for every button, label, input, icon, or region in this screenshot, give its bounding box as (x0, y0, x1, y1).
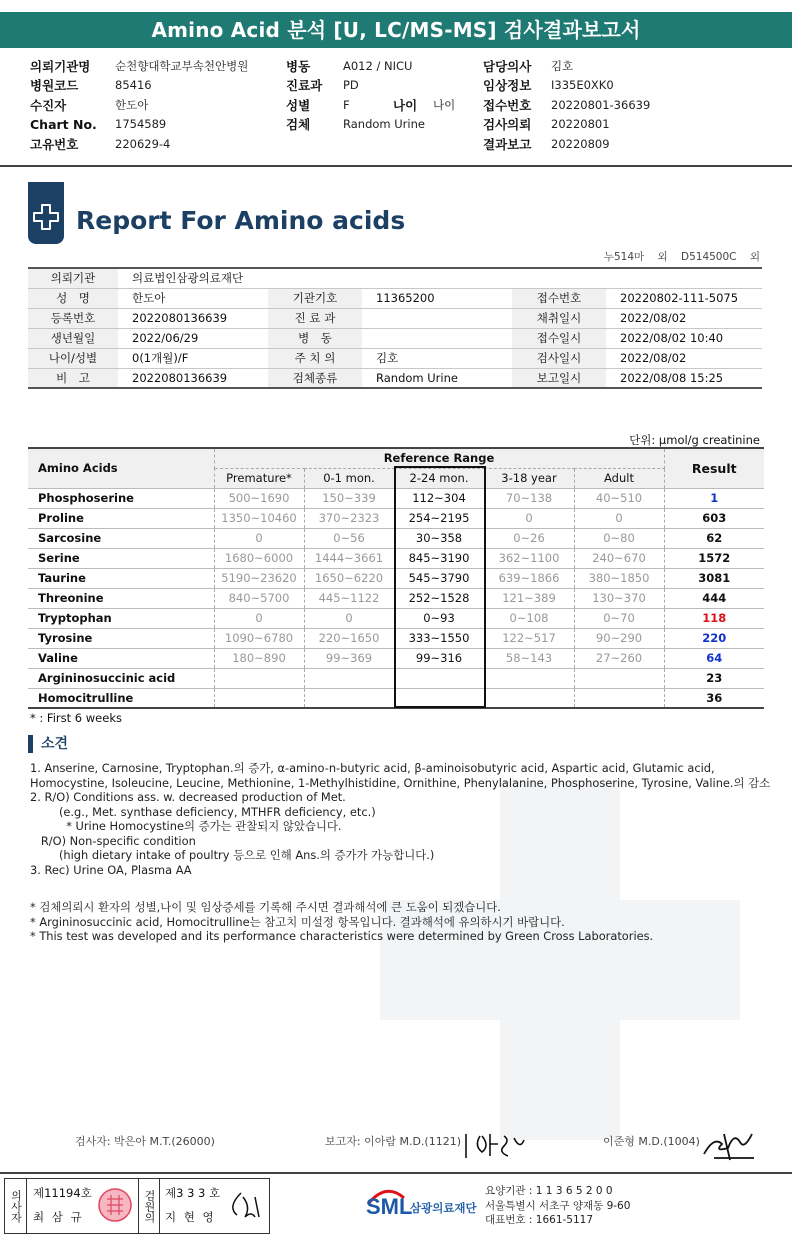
reference-range-cell: 180~890 (214, 648, 304, 668)
result-value: 118 (664, 608, 764, 628)
lab-info (485, 1184, 630, 1228)
sml-logo-text: SML (366, 1194, 413, 1219)
reference-range-cell: 370~2323 (304, 508, 394, 528)
amino-acid-name: Sarcosine (28, 528, 214, 548)
reference-range-cell (484, 688, 574, 708)
info-label: 나이/성별 (28, 348, 118, 368)
amino-acid-row (28, 548, 764, 568)
amino-acid-row (28, 628, 764, 648)
reference-range-cell: 99~316 (394, 648, 484, 668)
info-label: 채취일시 (512, 308, 606, 328)
reference-range-cell: 0~26 (484, 528, 574, 548)
findings-line: (high dietary intake of poultry 등으로 인해 Ans.의 증가가 가능합니다.) (30, 848, 435, 862)
reference-range-cell: 220~1650 (304, 628, 394, 648)
info-value: 20220802-111-5075 (606, 288, 762, 308)
value-clinical-info: I335E0XK0 (551, 78, 614, 93)
label-department: 진료과 (286, 78, 323, 94)
amino-acid-table (28, 447, 764, 709)
table-footnote: * : First 6 weeks (30, 711, 122, 725)
value-report-date: 20220809 (551, 136, 610, 151)
reference-range-cell: 1680~6000 (214, 548, 304, 568)
info-row (28, 368, 762, 388)
reference-range-cell (304, 688, 394, 708)
reference-range-cell: 380~1850 (574, 568, 664, 588)
info-label: 검사일시 (512, 348, 606, 368)
header-3-18-year: 3-18 year (484, 468, 574, 488)
reference-range-cell: 0 (214, 528, 304, 548)
report-title-bar: Amino Acid 분석 [U, LC/MS-MS] 검사결과보고서 (0, 12, 792, 48)
reference-range-cell: 0~93 (394, 608, 484, 628)
lab-code: 요양기관 : 1 1 3 6 5 2 0 0 (485, 1185, 613, 1197)
lab-address: 서울특별시 서초구 양재동 9-60 (485, 1199, 631, 1212)
reference-range-cell: 99~369 (304, 648, 394, 668)
result-value: 444 (664, 588, 764, 608)
header-divider (0, 165, 792, 167)
result-value: 23 (664, 668, 764, 688)
info-label: 등록번호 (28, 308, 118, 328)
amino-acid-name: Taurine (28, 568, 214, 588)
info-value: Random Urine (362, 368, 512, 388)
note-line: * Argininosuccinic acid, Homocitrulline는 참고치 미설정 항목입니다. 결과해석에 유의하시기 바랍니다. (30, 914, 565, 929)
reference-range-cell: 333~1550 (394, 628, 484, 648)
reference-range-cell (574, 668, 664, 688)
amino-acid-row (28, 608, 764, 628)
findings-line: * Urine Homocystine의 증가는 관찰되지 않았습니다. (30, 819, 342, 833)
label-institution: 의뢰기관명 (30, 58, 91, 74)
reference-range-cell: 1090~6780 (214, 628, 304, 648)
certification-stamp-box (4, 1178, 270, 1234)
info-value: 2022/06/29 (118, 328, 268, 348)
page-reference: 누514마 외 D514500C 외 (603, 251, 760, 263)
info-row (28, 288, 762, 308)
result-value: 36 (664, 688, 764, 708)
result-value: 62 (664, 528, 764, 548)
note-line: * 검체의뢰시 환자의 성별,나이 및 임상증세를 기록해 주시면 결과해석에 큰 도움이 되겠습니다. (30, 900, 501, 914)
reference-range-cell: 0~70 (574, 608, 664, 628)
info-label: 주 치 의 (268, 348, 362, 368)
info-label: 보고일시 (512, 368, 606, 388)
header-reference-range: Reference Range (214, 448, 664, 468)
findings-line: 3. Rec) Urine OA, Plasma AA (30, 862, 192, 877)
seal-stamp-icon (97, 1187, 133, 1223)
reference-range-cell: 500~1690 (214, 488, 304, 508)
info-value: 11365200 (362, 288, 512, 308)
value-age: 나이 (433, 97, 456, 112)
reference-range-cell: 40~510 (574, 488, 664, 508)
sml-logo-icon (366, 1184, 486, 1224)
value-sex: F (343, 97, 350, 112)
info-value: 2022080136639 (118, 308, 268, 328)
info-label: 검체종류 (268, 368, 362, 388)
value-chart-no: 1754589 (115, 117, 167, 132)
label-receipt-no: 접수번호 (483, 97, 532, 113)
reference-range-cell: 0 (484, 508, 574, 528)
report-heading: Report For Amino acids (76, 206, 406, 235)
value-hospital-code: 85416 (115, 78, 152, 93)
value-doctor: 김호 (551, 58, 574, 73)
notes-text (30, 900, 653, 944)
header-col-1 (30, 56, 248, 154)
doctor-license-no: 제11194호 (33, 1186, 92, 1200)
findings-line: 2. R/O) Conditions ass. w. decreased production of Met. (30, 790, 346, 804)
info-value: 2022/08/02 10:40 (606, 328, 762, 348)
info-row (28, 308, 762, 328)
amino-acid-name: Argininosuccinic acid (28, 668, 214, 688)
value-specimen: Random Urine (343, 117, 425, 132)
amino-acid-name: Homocitrulline (28, 688, 214, 708)
amino-acid-row (28, 588, 764, 608)
label-ward: 병동 (286, 58, 311, 74)
reference-range-cell: 445~1122 (304, 588, 394, 608)
lab-name: 삼광의료재단 (410, 1201, 477, 1215)
note-line: * This test was developed and its performance characteristics were determined by Green Cross Laboratories. (30, 929, 654, 943)
info-value: 2022/08/08 15:25 (606, 368, 762, 388)
value-institution: 순천향대학교부속천안병원 (115, 58, 249, 73)
amino-acid-name: Proline (28, 508, 214, 528)
amino-acid-row (28, 528, 764, 548)
result-value: 1 (664, 488, 764, 508)
amino-acid-name: Tryptophan (28, 608, 214, 628)
value-patient: 한도아 (115, 97, 149, 112)
label-unique-no: 고유번호 (30, 136, 79, 152)
header-col-2 (286, 56, 455, 134)
value-receipt-no: 20220801-36639 (551, 97, 651, 112)
amino-acid-name: Tyrosine (28, 628, 214, 648)
header-0-1-mon: 0-1 mon. (304, 468, 394, 488)
result-value: 1572 (664, 548, 764, 568)
header-adult: Adult (574, 468, 664, 488)
amino-acid-row (28, 688, 764, 708)
reference-range-cell (394, 688, 484, 708)
info-label: 접수번호 (512, 288, 606, 308)
findings-line: 1. Anserine, Carnosine, Tryptophan.의 증가, α-amino-n-butyric acid, β-aminoisobutyric acid, Aspartic acid, Glutamic acid, (30, 761, 715, 775)
reference-range-cell: 1350~10460 (214, 508, 304, 528)
result-value: 64 (664, 648, 764, 668)
info-value (362, 308, 512, 328)
reference-range-cell: 122~517 (484, 628, 574, 648)
reference-range-cell (574, 688, 664, 708)
info-value: 0(1개월)/F (118, 348, 268, 368)
findings-text (30, 761, 770, 877)
info-value: 김호 (362, 348, 512, 368)
reviewer-handwritten-signature (700, 1128, 762, 1162)
reference-range-cell: 70~138 (484, 488, 574, 508)
label-request-date: 검사의뢰 (483, 117, 532, 133)
doctor-name: 최 삼 규 (33, 1210, 84, 1224)
reference-range-cell: 0~108 (484, 608, 574, 628)
info-label: 병 동 (268, 328, 362, 348)
value-unique-no: 220629-4 (115, 136, 171, 151)
reference-range-cell: 27~260 (574, 648, 664, 668)
value-request-date: 20220801 (551, 117, 610, 132)
reference-range-cell: 845~3190 (394, 548, 484, 568)
label-chart-no: Chart No. (30, 116, 97, 132)
reference-range-cell (214, 668, 304, 688)
label-sex: 성별 (286, 97, 311, 113)
reference-range-cell: 252~1528 (394, 588, 484, 608)
amino-acid-row (28, 488, 764, 508)
info-row (28, 268, 762, 288)
result-value: 220 (664, 628, 764, 648)
info-value: 2022/08/02 (606, 348, 762, 368)
unit-label: 단위: μmol/g creatinine (629, 433, 760, 447)
examiner-license-no: 제3 3 3 호 (165, 1186, 221, 1200)
info-label: 진 료 과 (268, 308, 362, 328)
report-logo (28, 182, 64, 244)
info-value: 한도아 (118, 288, 268, 308)
footer-divider (0, 1172, 792, 1174)
reference-range-cell (304, 668, 394, 688)
reference-range-cell: 30~358 (394, 528, 484, 548)
info-label: 기관기호 (268, 288, 362, 308)
reference-range-cell (214, 688, 304, 708)
header-amino-acids: Amino Acids (28, 448, 214, 488)
reference-range-cell: 639~1866 (484, 568, 574, 588)
reference-range-cell: 545~3790 (394, 568, 484, 588)
label-doctor: 담당의사 (483, 58, 532, 74)
reference-range-cell: 58~143 (484, 648, 574, 668)
amino-acid-row (28, 668, 764, 688)
label-hospital-code: 병원코드 (30, 78, 79, 94)
reference-range-cell: 840~5700 (214, 588, 304, 608)
lab-phone: 대표번호 : 1661-5117 (485, 1214, 594, 1226)
findings-heading: 소견 (28, 735, 68, 753)
reference-range-cell: 5190~23620 (214, 568, 304, 588)
reference-range-cell: 0 (304, 608, 394, 628)
amino-acid-row (28, 508, 764, 528)
amino-acid-row (28, 648, 764, 668)
result-value: 3081 (664, 568, 764, 588)
reference-range-cell: 150~339 (304, 488, 394, 508)
label-age: 나이 (393, 97, 418, 113)
info-value: 의료법인삼광의료재단 (118, 268, 762, 288)
reference-range-cell: 0 (214, 608, 304, 628)
reference-range-cell: 1444~3661 (304, 548, 394, 568)
info-value: 2022080136639 (118, 368, 268, 388)
findings-line: R/O) Non-specific condition (30, 833, 196, 848)
reviewer-signature: 이준형 M.D.(1004) (603, 1135, 700, 1148)
reference-range-cell: 0 (574, 508, 664, 528)
label-patient: 수진자 (30, 97, 67, 113)
info-label: 성 명 (28, 288, 118, 308)
amino-acid-name: Serine (28, 548, 214, 568)
reference-range-cell: 0~56 (304, 528, 394, 548)
header-col-3 (483, 56, 650, 154)
examiner-label: 검원의 (138, 1179, 160, 1233)
reference-range-cell: 90~290 (574, 628, 664, 648)
reporter-handwritten-signature (460, 1130, 530, 1162)
reference-range-cell (394, 668, 484, 688)
reporter-signature: 보고자: 이아람 M.D.(1121) (325, 1135, 461, 1148)
amino-acid-name: Valine (28, 648, 214, 668)
info-label: 생년월일 (28, 328, 118, 348)
header-premature: Premature* (214, 468, 304, 488)
reference-range-cell: 121~389 (484, 588, 574, 608)
patient-info-table (28, 267, 762, 389)
sml-logo (366, 1184, 486, 1228)
reference-range-cell: 254~2195 (394, 508, 484, 528)
reference-range-cell: 240~670 (574, 548, 664, 568)
findings-line: Homocystine, Isoleucine, Leucine, Methionine, 1-Methylhistidine, Ornithine, Phenylalanine, Phosphoserine, Tyrosine, Valine.의 감소 (30, 775, 771, 790)
label-specimen: 검체 (286, 117, 311, 133)
reference-range-cell: 362~1100 (484, 548, 574, 568)
info-label: 비 고 (28, 368, 118, 388)
amino-acid-name: Phosphoserine (28, 488, 214, 508)
findings-line: (e.g., Met. synthase deficiency, MTHFR deficiency, etc.) (30, 804, 376, 819)
tester-signature: 검사자: 박은아 M.T.(26000) (75, 1135, 215, 1148)
reference-range-cell: 130~370 (574, 588, 664, 608)
value-ward: A012 / NICU (343, 58, 413, 73)
info-label: 의뢰기관 (28, 268, 118, 288)
header-result: Result (664, 448, 764, 488)
label-clinical-info: 임상정보 (483, 78, 532, 94)
doctor-label: 의사자 (5, 1179, 27, 1233)
amino-acid-row (28, 568, 764, 588)
reference-range-cell: 1650~6220 (304, 568, 394, 588)
amino-acid-name: Threonine (28, 588, 214, 608)
info-value (362, 328, 512, 348)
examiner-name: 지 현 영 (165, 1210, 216, 1224)
reference-range-cell (484, 668, 574, 688)
info-value: 2022/08/02 (606, 308, 762, 328)
reference-range-cell: 112~304 (394, 488, 484, 508)
info-row (28, 328, 762, 348)
reference-range-cell: 0~80 (574, 528, 664, 548)
result-value: 603 (664, 508, 764, 528)
value-department: PD (343, 78, 359, 93)
examiner-handwritten-signature (227, 1189, 263, 1223)
label-report-date: 결과보고 (483, 136, 532, 152)
info-row (28, 348, 762, 368)
header-2-24-mon: 2-24 mon. (394, 468, 484, 488)
info-label: 접수일시 (512, 328, 606, 348)
cross-logo-icon (31, 202, 61, 232)
